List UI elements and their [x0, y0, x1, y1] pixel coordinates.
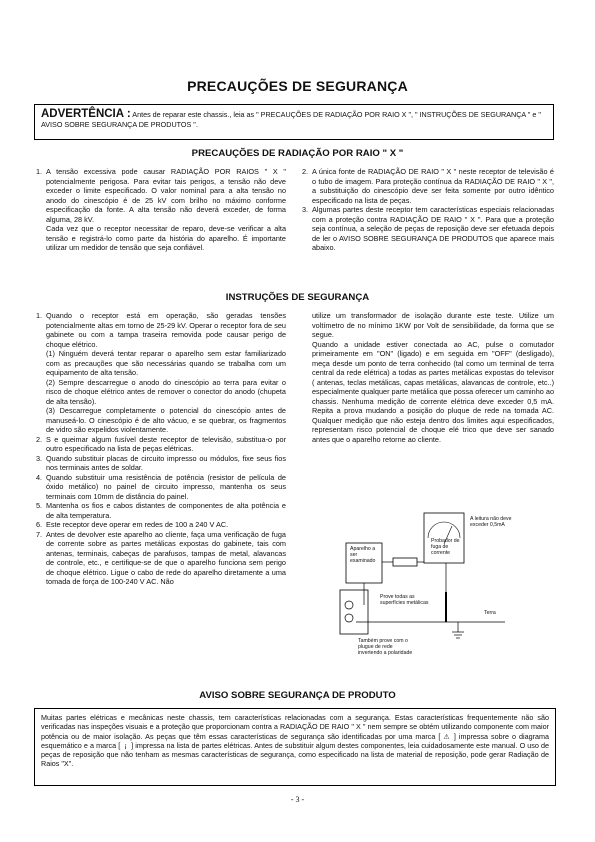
test-label: Prove todas as superfícies metálicas	[380, 594, 429, 606]
item-text: Mantenha os fios e cabos distantes de componentes de alta potência e de alta temperatura.	[46, 501, 286, 520]
ground-label: Terra	[484, 610, 496, 616]
probe-label: Probador de fuga de corrente	[431, 538, 460, 556]
item-text: (1) Ninguém deverá tentar reparar o aparelho sem estar familiarizado com as precauções que são necessárias quando se trabalha com um equipamento de alta tensão.	[46, 349, 286, 377]
item-text: Antes de devolver este aparelho ao cliente, faça uma verificação de fuga de corrente sobre as partes metálicas expostas do gabinete, tais com antenas, terminais, cabeças de parafusos, tampas de metal, alavancas de controle, etc., e certifique-se de que o aparelho funciona sem perigo de choque elétrico. Ligue o cabo de rede do aparelho diretamente a uma tomada de força de 100-240 V AC. Não	[46, 529, 286, 586]
radiation-left-column	[36, 167, 286, 253]
item-text: (3) Descarregue completamente o potencial do cinescópio antes de manuseá-lo. O cinescópio é de alto vácuo, e se quebrar, os fragmentos de vidro são expelidos violentamente.	[46, 406, 286, 434]
item-text: Algumas partes deste receptor tem características especiais relacionadas com a proteção contra RADIAÇÃO DE RAIO " X ". Para que a proteção seja contínua, a seleção de peças de reposição deve ser efetuada depois de ler o AVISO SOBRE SEGURANÇA DE PRODUTOS que aparece mais abaixo.	[312, 205, 554, 252]
item-text: Quando a unidade estiver conectada ao AC, pulse o comutador primeiramente em "ON" (ligado) e em seguida em "OFF" (desligado), meça desde um ponto de terra conhecido (tal como um terminal de terra central da rede elétrica) a todas as partes metálicas expostas do televisor ( antenas, teclas metálicas, capas metálicas, alavancas de controle, etc..) especialmente qualquer parte metálica que possa oferecer um caminho ao chassis. Nenhuma medição de corrente elétrica deve exceder 0,5 mA. Repita a prova mudando a posição do pluque de rede na tomada AC. Qualquer medição que não esteja dentro dos limites aqui especificados, representam risco potencial de choque elé trico que deve ser sanado antes que o aparelho retorne ao cliente.	[312, 339, 554, 444]
item-text: Quando o receptor está em operação, são geradas tensões potencialmente altas em torno de 25-29 kV. Operar o receptor fora de seu gabinete ou com a tampa traseira removida pode causar perigo de choque elétrico.	[46, 311, 286, 349]
item-number: 2.	[36, 434, 43, 444]
list-item	[36, 501, 286, 520]
item-text: S e queimar algum fusível deste receptor de televisão, substitua-o por outro especificado na lista de peças elétricas.	[46, 434, 286, 453]
item-text: Quando substituir uma resistência de potência (resistor de película de óxido metálico) no painel de circuito impresso, mantenha os seus terminais com 10mm de distância do painel.	[46, 472, 286, 501]
device-label: Aparelho a ser examinado	[350, 546, 376, 564]
instructions-right-column	[302, 311, 554, 444]
item-text: (2) Sempre descarregue o anodo do cinescópio ao terra para evitar o risco de choque elétrico antes de remover o conector do anodo (chupeta de alta tensão).	[46, 377, 286, 406]
page-number: - 3 -	[290, 795, 305, 804]
list-item	[302, 311, 554, 340]
item-number: 3.	[36, 453, 43, 463]
item-number: 5.	[36, 501, 43, 510]
list-item	[36, 406, 286, 435]
notice-text-c: ] impressa na lista de partes elétricas. Antes de substituir algum destes componentes, leia cuidadosamente este manual. O uso de peças de reposição que não tenham as mesmas características de segurança, como especificado na lista de material de reposição, pode gerar Radiação de Raios "X".	[41, 740, 550, 769]
item-number: 6.	[36, 520, 43, 529]
notice-box	[34, 708, 556, 786]
item-number: 1.	[36, 167, 43, 176]
list-item	[36, 454, 286, 473]
instructions-left-column	[36, 311, 286, 587]
warning-box	[34, 104, 554, 140]
notice-text-a: Muitas partes elétricas e mecânicas neste chassis, tem características relacionadas com a segurança. Estas características frequentemente não são verificadas nas inspeções visuais e a proteção que proporcionam contra a RADIAÇÃO DE RAIO " X " nem sempre se obtém utilizando componente com maior potência ou de maior isolação. As peças que têm essas características de segurança são identificadas por uma marca [	[41, 713, 549, 741]
item-number: 1.	[36, 311, 43, 320]
item-number	[36, 406, 46, 435]
notice-heading: AVISO SOBRE SEGURANÇA DE PRODUTO	[199, 690, 396, 701]
item-number	[36, 224, 46, 253]
list-item	[36, 473, 286, 502]
radiation-right-column	[302, 167, 554, 253]
notice-text-b: ] impressa sobre o diagrama esquemático e a marca [	[41, 731, 550, 750]
list-item	[36, 349, 286, 378]
item-text: Cada vez que o receptor necessitar de reparo, deve-se verificar a alta tensão e registrá-lo como parte da história do aparelho. É importante utilizar um medidor de tensão que seja confiável.	[46, 224, 286, 252]
leakage-test-diagram	[300, 510, 555, 690]
instructions-heading: INSTRUÇÕES DE SEGURANÇA	[225, 292, 370, 303]
radiation-heading: PRECAUÇÕES DE RADIAÇÃO POR RAIO " X "	[191, 148, 404, 159]
list-item	[36, 311, 286, 349]
list-item	[302, 205, 554, 253]
warning-label: ADVERTÊNCIA :	[41, 108, 131, 120]
item-number	[302, 311, 312, 340]
list-item	[302, 167, 554, 205]
warning-text: Antes de reparar este chassis., leia as " PRECAUÇÕES DE RADIAÇÃO POR RAIO X ", " INSTRUÇÕES DE SEGURANÇA " e " AVISO SOBRE SEGURANÇA DE PRODUTOS ".	[41, 110, 541, 129]
item-number	[36, 378, 46, 407]
page-title: PRECAUÇÕES DE SEGURANÇA	[187, 78, 408, 94]
list-item	[36, 224, 286, 253]
list-item	[36, 520, 286, 530]
meter-dial	[428, 522, 460, 538]
plug-label: Também prove com o plugue de rede invertendo a polaridade	[358, 638, 413, 656]
item-number	[36, 349, 46, 378]
list-item	[36, 530, 286, 587]
item-text: utilize um transformador de isolação durante este teste. Utilize um voltímetro de no mínimo 1KW por Volt de sensibilidade, da forma que se segue.	[312, 311, 554, 339]
item-number: 7.	[36, 529, 43, 539]
item-text: Quando substituir placas de circuito impresso ou módulos, fixe seus fios nos terminais antes de soldar.	[46, 453, 286, 472]
list-item	[36, 378, 286, 407]
item-number: 3.	[302, 205, 309, 214]
meter-note: A leitura não deve exceder 0,5mA	[470, 516, 512, 528]
item-number: 2.	[302, 167, 309, 176]
list-item	[36, 167, 286, 224]
item-text: A única fonte de RADIAÇÃO DE RAIO " X " neste receptor de televisão é o tubo de imagem. Para proteção contínua da RADIAÇÃO DE RAIO " X ", a substituição do cinescópio deve ser feita somente por outro idêntico especificado na lista de peças.	[312, 167, 554, 205]
item-number	[302, 340, 312, 445]
list-item	[302, 340, 554, 445]
warning-triangle-icon: ⚠	[443, 731, 451, 741]
probe-resistor	[393, 558, 417, 566]
list-item	[36, 435, 286, 454]
item-text: Este receptor deve operar em redes de 100 a 240 V AC.	[46, 520, 229, 529]
safety-mark-icon: ¡	[122, 740, 129, 750]
item-number: 4.	[36, 472, 43, 482]
item-text: A tensão excessiva pode causar RADIAÇÃO POR RAIOS " X " potencialmente perigosa. Para evitar tais perigos, a tensão não deve exceder o limite especificado. O valor nominal para a alta tensão no anodo do cinescópio é de 25 kV com brilho no máximo conforme especificação da fonte. A alta tensão não deverá exceder, de forma alguma, 28 kV.	[46, 167, 286, 224]
